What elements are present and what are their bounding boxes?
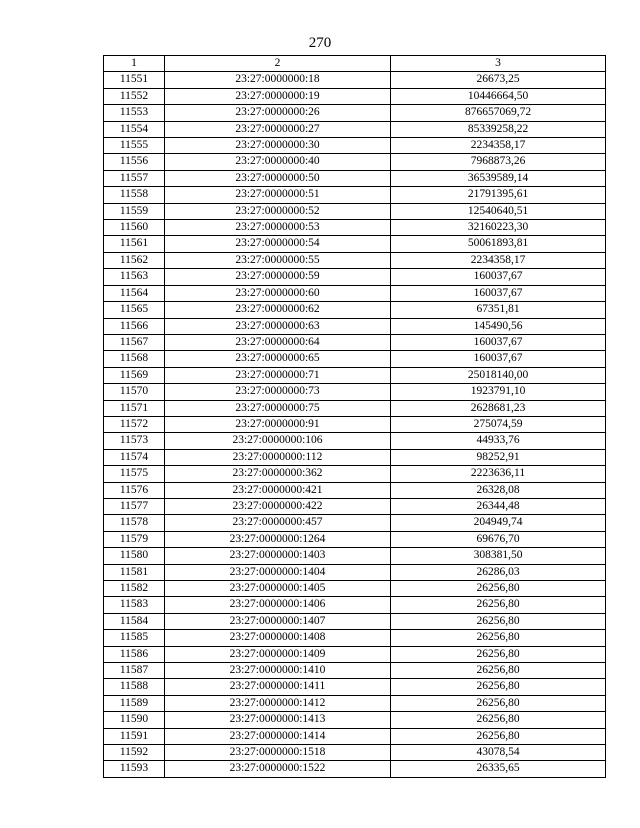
row-number-cell: 11575 (104, 466, 165, 482)
table-row (104, 449, 606, 465)
table-row (104, 252, 606, 268)
table-row (104, 679, 606, 695)
cadastral-number-cell: 23:27:0000000:27 (165, 121, 391, 137)
row-number-cell: 11593 (104, 761, 165, 777)
row-number-cell: 11567 (104, 334, 165, 350)
cadastral-number-cell: 23:27:0000000:1407 (165, 613, 391, 629)
table-row (104, 597, 606, 613)
value-cell: 160037,67 (391, 351, 606, 367)
value-cell: 7968873,26 (391, 154, 606, 170)
row-number-cell: 11570 (104, 384, 165, 400)
value-cell: 876657069,72 (391, 105, 606, 121)
table-row (104, 121, 606, 137)
table-row (104, 285, 606, 301)
table-row (104, 613, 606, 629)
cadastral-number-cell: 23:27:0000000:422 (165, 498, 391, 514)
table-row (104, 416, 606, 432)
cadastral-number-cell: 23:27:0000000:55 (165, 252, 391, 268)
value-cell: 50061893,81 (391, 236, 606, 252)
row-number-cell: 11553 (104, 105, 165, 121)
row-number-cell: 11583 (104, 597, 165, 613)
cadastral-number-cell: 23:27:0000000:1408 (165, 630, 391, 646)
table-row (104, 367, 606, 383)
value-cell: 26256,80 (391, 597, 606, 613)
cadastral-number-cell: 23:27:0000000:40 (165, 154, 391, 170)
table-row (104, 663, 606, 679)
cadastral-number-cell: 23:27:0000000:60 (165, 285, 391, 301)
value-cell: 85339258,22 (391, 121, 606, 137)
value-cell: 160037,67 (391, 334, 606, 350)
table-row (104, 630, 606, 646)
table-header-row (104, 56, 606, 72)
table-row (104, 400, 606, 416)
value-cell: 69676,70 (391, 531, 606, 547)
value-cell: 43078,54 (391, 745, 606, 761)
row-number-cell: 11573 (104, 433, 165, 449)
table-row (104, 466, 606, 482)
row-number-cell: 11572 (104, 416, 165, 432)
row-number-cell: 11576 (104, 482, 165, 498)
table-row (104, 154, 606, 170)
cadastral-number-cell: 23:27:0000000:1409 (165, 646, 391, 662)
row-number-cell: 11587 (104, 663, 165, 679)
table-row (104, 351, 606, 367)
row-number-cell: 11566 (104, 318, 165, 334)
table-row (104, 581, 606, 597)
cadastral-number-cell: 23:27:0000000:421 (165, 482, 391, 498)
column-header-3: 3 (391, 56, 606, 72)
cadastral-number-cell: 23:27:0000000:457 (165, 515, 391, 531)
cadastral-number-cell: 23:27:0000000:54 (165, 236, 391, 252)
table-row (104, 712, 606, 728)
row-number-cell: 11557 (104, 170, 165, 186)
table-row (104, 531, 606, 547)
value-cell: 98252,91 (391, 449, 606, 465)
row-number-cell: 11586 (104, 646, 165, 662)
table-row (104, 548, 606, 564)
row-number-cell: 11564 (104, 285, 165, 301)
row-number-cell: 11571 (104, 400, 165, 416)
cadastral-number-cell: 23:27:0000000:1404 (165, 564, 391, 580)
cadastral-number-cell: 23:27:0000000:26 (165, 105, 391, 121)
cadastral-number-cell: 23:27:0000000:53 (165, 220, 391, 236)
cadastral-number-cell: 23:27:0000000:59 (165, 269, 391, 285)
cadastral-number-cell: 23:27:0000000:71 (165, 367, 391, 383)
row-number-cell: 11577 (104, 498, 165, 514)
cadastral-number-cell: 23:27:0000000:73 (165, 384, 391, 400)
table-row (104, 302, 606, 318)
value-cell: 12540640,51 (391, 203, 606, 219)
page-number: 270 (308, 35, 332, 51)
cadastral-number-cell: 23:27:0000000:30 (165, 138, 391, 154)
cadastral-number-cell: 23:27:0000000:1412 (165, 695, 391, 711)
table-row (104, 88, 606, 104)
value-cell: 160037,67 (391, 269, 606, 285)
value-cell: 26256,80 (391, 728, 606, 744)
value-cell: 44933,76 (391, 433, 606, 449)
row-number-cell: 11569 (104, 367, 165, 383)
value-cell: 67351,81 (391, 302, 606, 318)
table-row (104, 138, 606, 154)
row-number-cell: 11591 (104, 728, 165, 744)
cadastral-number-cell: 23:27:0000000:75 (165, 400, 391, 416)
value-cell: 204949,74 (391, 515, 606, 531)
column-header-2: 2 (165, 56, 391, 72)
row-number-cell: 11579 (104, 531, 165, 547)
table-row (104, 761, 606, 777)
row-number-cell: 11551 (104, 72, 165, 88)
table-row (104, 384, 606, 400)
cadastral-number-cell: 23:27:0000000:1403 (165, 548, 391, 564)
value-cell: 26286,03 (391, 564, 606, 580)
value-cell: 32160223,30 (391, 220, 606, 236)
cadastral-number-cell: 23:27:0000000:1413 (165, 712, 391, 728)
row-number-cell: 11561 (104, 236, 165, 252)
table-row (104, 515, 606, 531)
table-row (104, 728, 606, 744)
row-number-cell: 11582 (104, 581, 165, 597)
cadastral-number-cell: 23:27:0000000:18 (165, 72, 391, 88)
value-cell: 26344,48 (391, 498, 606, 514)
row-number-cell: 11559 (104, 203, 165, 219)
table-row (104, 745, 606, 761)
row-number-cell: 11589 (104, 695, 165, 711)
row-number-cell: 11584 (104, 613, 165, 629)
value-cell: 2223636,11 (391, 466, 606, 482)
table-row (104, 318, 606, 334)
value-cell: 275074,59 (391, 416, 606, 432)
row-number-cell: 11562 (104, 252, 165, 268)
value-cell: 21791395,61 (391, 187, 606, 203)
row-number-cell: 11565 (104, 302, 165, 318)
cadastral-number-cell: 23:27:0000000:52 (165, 203, 391, 219)
value-cell: 26256,80 (391, 695, 606, 711)
row-number-cell: 11592 (104, 745, 165, 761)
row-number-cell: 11580 (104, 548, 165, 564)
column-header-1: 1 (104, 56, 165, 72)
cadastral-number-cell: 23:27:0000000:1410 (165, 663, 391, 679)
row-number-cell: 11590 (104, 712, 165, 728)
row-number-cell: 11588 (104, 679, 165, 695)
table-row (104, 236, 606, 252)
cadastral-number-cell: 23:27:0000000:106 (165, 433, 391, 449)
table-row (104, 105, 606, 121)
value-cell: 2234358,17 (391, 138, 606, 154)
table-row (104, 498, 606, 514)
row-number-cell: 11556 (104, 154, 165, 170)
table-row (104, 646, 606, 662)
cadastral-number-cell: 23:27:0000000:65 (165, 351, 391, 367)
value-cell: 2628681,23 (391, 400, 606, 416)
table-row (104, 220, 606, 236)
table-row (104, 564, 606, 580)
row-number-cell: 11552 (104, 88, 165, 104)
value-cell: 2234358,17 (391, 252, 606, 268)
value-cell: 26673,25 (391, 72, 606, 88)
table-row (104, 433, 606, 449)
value-cell: 26256,80 (391, 646, 606, 662)
value-cell: 308381,50 (391, 548, 606, 564)
cadastral-number-cell: 23:27:0000000:1405 (165, 581, 391, 597)
value-cell: 26256,80 (391, 712, 606, 728)
cadastral-number-cell: 23:27:0000000:63 (165, 318, 391, 334)
row-number-cell: 11578 (104, 515, 165, 531)
cadastral-number-cell: 23:27:0000000:1264 (165, 531, 391, 547)
value-cell: 160037,67 (391, 285, 606, 301)
value-cell: 1923791,10 (391, 384, 606, 400)
cadastral-number-cell: 23:27:0000000:1411 (165, 679, 391, 695)
table-row (104, 72, 606, 88)
cadastral-number-cell: 23:27:0000000:19 (165, 88, 391, 104)
value-cell: 26328,08 (391, 482, 606, 498)
value-cell: 26256,80 (391, 679, 606, 695)
row-number-cell: 11563 (104, 269, 165, 285)
value-cell: 10446664,50 (391, 88, 606, 104)
table-row (104, 170, 606, 186)
table-row (104, 269, 606, 285)
value-cell: 36539589,14 (391, 170, 606, 186)
cadastral-number-cell: 23:27:0000000:51 (165, 187, 391, 203)
cadastral-number-cell: 23:27:0000000:1406 (165, 597, 391, 613)
cadastral-number-cell: 23:27:0000000:91 (165, 416, 391, 432)
value-cell: 26335,65 (391, 761, 606, 777)
row-number-cell: 11574 (104, 449, 165, 465)
table-row (104, 203, 606, 219)
row-number-cell: 11568 (104, 351, 165, 367)
table-body (104, 72, 606, 777)
row-number-cell: 11585 (104, 630, 165, 646)
value-cell: 25018140,00 (391, 367, 606, 383)
cadastral-number-cell: 23:27:0000000:1518 (165, 745, 391, 761)
row-number-cell: 11555 (104, 138, 165, 154)
value-cell: 26256,80 (391, 630, 606, 646)
table-row (104, 334, 606, 350)
table-row (104, 482, 606, 498)
cadastral-number-cell: 23:27:0000000:1414 (165, 728, 391, 744)
cadastral-number-cell: 23:27:0000000:64 (165, 334, 391, 350)
value-cell: 26256,80 (391, 581, 606, 597)
cadastral-number-cell: 23:27:0000000:50 (165, 170, 391, 186)
table-row (104, 187, 606, 203)
row-number-cell: 11560 (104, 220, 165, 236)
data-table (103, 55, 606, 778)
value-cell: 26256,80 (391, 613, 606, 629)
table-row (104, 695, 606, 711)
cadastral-number-cell: 23:27:0000000:112 (165, 449, 391, 465)
value-cell: 26256,80 (391, 663, 606, 679)
cadastral-number-cell: 23:27:0000000:62 (165, 302, 391, 318)
row-number-cell: 11554 (104, 121, 165, 137)
row-number-cell: 11558 (104, 187, 165, 203)
cadastral-number-cell: 23:27:0000000:362 (165, 466, 391, 482)
row-number-cell: 11581 (104, 564, 165, 580)
value-cell: 145490,56 (391, 318, 606, 334)
cadastral-number-cell: 23:27:0000000:1522 (165, 761, 391, 777)
